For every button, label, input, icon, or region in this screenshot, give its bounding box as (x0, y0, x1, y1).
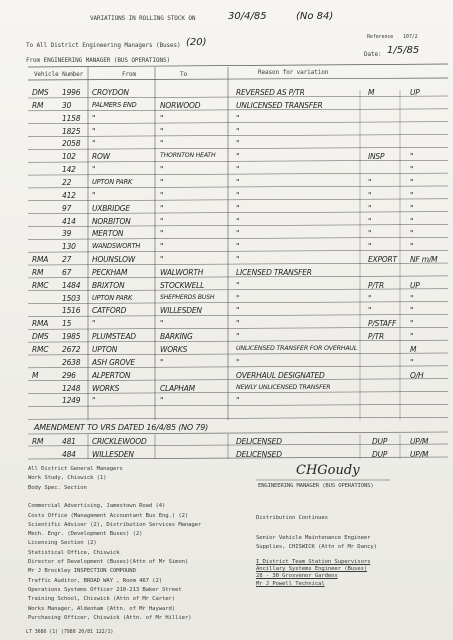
to-garage: " (160, 242, 164, 252)
status-mark: " (410, 152, 414, 162)
status-mark: " (410, 177, 414, 187)
col-from: From (122, 71, 137, 78)
distribution-item: Work Study, Chiswick (1) (28, 475, 107, 482)
vehicle-class: DMS (32, 88, 49, 97)
row-rule (28, 417, 448, 419)
from-line: From ENGINEERING MANAGER (BUS OPERATIONS) (26, 57, 171, 64)
reason: REVERSED AS P/TR (236, 88, 305, 97)
to-garage: BARKING (160, 332, 193, 342)
reason: LICENSED TRANSFER (236, 267, 312, 277)
distribution-item: Scientific Adviser (2), Distribution Services Manager (28, 521, 202, 528)
distribution-item: Commercial Advertising, Jamestown Road (4) (28, 503, 166, 510)
status-mark: UP (410, 88, 420, 97)
distribution-item: Works Manager, Aldenham (Attn. of Mr Hayward) (28, 605, 176, 612)
vehicle-number: 412 (62, 190, 76, 200)
status-mark: " (410, 357, 414, 367)
col-vehicle: Vehicle Number (34, 71, 84, 78)
from-garage: " (92, 396, 96, 406)
distribution-item: Body Spec. Section (28, 484, 87, 491)
distribution-item: Traffic Auditor, BROAD WAY , Room 467 (2) (28, 577, 162, 584)
distribution-item: I District Team Station Supervisors (256, 559, 371, 565)
extra-note: P/TR (368, 280, 385, 290)
from-garage: WILLESDEN (92, 450, 134, 459)
reason: " (236, 113, 240, 123)
vehicle-number: 39 (62, 229, 72, 239)
vehicle-number: 22 (62, 177, 72, 187)
to-garage: THORNTON HEATH (160, 152, 216, 160)
from-garage: MERTON (92, 229, 124, 239)
reason: " (236, 319, 240, 329)
vehicle-class: DMS (32, 332, 49, 342)
from-garage: ASH GROVE (92, 357, 135, 367)
reason: " (236, 255, 240, 265)
distribution-item: Costs Office (Management Accountant Bus Eng.) (2) (28, 512, 189, 519)
form-footer: LT 3686 (1) (7980 20/81 122/1) (26, 629, 114, 635)
vehicle-number: 97 (62, 203, 72, 213)
status-mark: " (410, 242, 414, 252)
from-garage: UPTON PARK (92, 177, 133, 186)
reason: " (236, 152, 240, 162)
title-date: 30/4/85 (228, 11, 267, 22)
from-garage: " (92, 113, 96, 123)
from-garage: CROYDON (92, 88, 129, 97)
vehicle-number: 1503 (62, 293, 81, 303)
vehicle-number: 1249 (62, 396, 81, 406)
vehicle-class: M (32, 370, 39, 380)
from-garage: HOUNSLOW (92, 255, 136, 265)
distribution-item: Senior Vehicle Maintenance Engineer (256, 535, 371, 541)
status-mark: M (410, 345, 417, 354)
vehicle-class: RM (32, 100, 44, 110)
extra-note: P/TR (368, 332, 385, 342)
vehicle-number: 1248 (62, 383, 81, 393)
reason: UNLICENSED TRANSFER (236, 100, 323, 110)
status-mark: " (410, 203, 414, 213)
extra-note: DUP (372, 437, 388, 446)
header-rule-top (28, 64, 448, 67)
from-garage: WANDSWORTH (92, 242, 141, 251)
from-garage: " (92, 319, 96, 329)
extra-note: " (368, 293, 372, 303)
row-rule (28, 392, 448, 394)
from-garage: " (92, 139, 96, 149)
reference-value: 107/2 (403, 34, 418, 40)
vehicle-number: 102 (62, 152, 76, 162)
reason: " (236, 357, 240, 367)
to-garage: STOCKWELL (160, 280, 205, 290)
reason: " (236, 293, 240, 303)
from-garage: WORKS (92, 383, 120, 393)
distribution-item: Mr J Brockley INSPECTION COMPOUND (28, 568, 136, 575)
vehicle-number: 414 (62, 216, 76, 226)
extra-note: EXPORT (368, 255, 397, 265)
reason: " (236, 229, 240, 239)
distribution-item: Training School, Chiswick (Attn of Mr Carter) (28, 596, 176, 603)
from-garage: PECKHAM (92, 267, 128, 277)
vehicle-class: RM (32, 437, 44, 446)
extra-note: " (368, 306, 372, 316)
vehicle-number: 1825 (62, 126, 81, 136)
extra-note: DUP (372, 450, 388, 459)
vehicle-class: RMA (32, 255, 49, 265)
vehicle-number: 1985 (62, 332, 81, 342)
reason: DELICENSED (236, 437, 282, 446)
reason: " (236, 242, 240, 252)
from-garage: UPTON (92, 345, 118, 354)
reason: " (236, 203, 240, 213)
to-garage: " (160, 357, 164, 367)
extra-note: " (368, 216, 372, 226)
to-garage: WILLESDEN (160, 306, 202, 316)
to-garage: " (160, 229, 164, 239)
vehicle-class: RMA (32, 319, 49, 329)
distribution-item: Mech. Engr. (Development Buses) (2) (28, 531, 143, 538)
to-garage: " (160, 165, 164, 175)
status-mark: UP/M (410, 437, 429, 446)
reason: NEWLY UNLICENSED TRANSFER (236, 383, 331, 391)
status-mark: " (410, 216, 414, 226)
vehicle-number: 2058 (62, 139, 81, 149)
to-garage: " (160, 190, 164, 200)
status-mark: UP/M (410, 450, 429, 459)
date-value: 1/5/85 (387, 45, 420, 56)
distribution-item: Operations Systems Officer 210-213 Baker Street (28, 586, 182, 593)
to-garage: NORWOOD (160, 100, 201, 110)
reason: " (236, 280, 240, 290)
reason: " (236, 396, 240, 406)
to-garage: " (160, 255, 164, 265)
from-garage: " (92, 126, 96, 136)
status-mark: O/H (410, 370, 424, 380)
distribution-item: Licensing Section (2) (28, 540, 97, 547)
vehicle-number: 296 (62, 370, 76, 380)
col-reason: Reason for variation (258, 69, 329, 76)
vehicle-number: 1484 (62, 280, 81, 290)
reason: " (236, 190, 240, 200)
extra-note: " (368, 203, 372, 213)
to-garage: " (160, 177, 164, 187)
status-mark: NF m/M (410, 255, 438, 265)
to-garage: WALWORTH (160, 267, 204, 277)
to-garage: " (160, 319, 164, 329)
reason: " (236, 306, 240, 316)
status-mark: " (410, 319, 414, 329)
extra-note: " (368, 229, 372, 239)
vehicle-number: 2672 (62, 345, 81, 354)
reason: OVERHAUL DESIGNATED (236, 370, 325, 380)
header-rule-bottom (28, 78, 448, 80)
title-typed: VARIATIONS IN ROLLING STOCK ON (90, 15, 196, 22)
status-mark: " (410, 306, 414, 316)
reason: DELICENSED (236, 450, 282, 459)
extra-note: " (368, 190, 372, 200)
vehicle-number: 1516 (62, 306, 81, 316)
distribution-item: Mr J Powell Technical (256, 581, 325, 587)
vehicle-number: 1158 (62, 113, 81, 123)
from-garage: CRICKLEWOOD (92, 437, 147, 446)
status-mark: " (410, 293, 414, 303)
signature-title: ENGINEERING MANAGER (BUS OPERATIONS) (258, 483, 374, 489)
from-garage: ROW (92, 152, 110, 162)
vehicle-number: 130 (62, 242, 76, 252)
vehicle-number: 30 (62, 100, 72, 110)
reason: " (236, 216, 240, 226)
vehicle-class: RM (32, 267, 44, 277)
to-garage: SHEPHERDS BUSH (160, 293, 215, 301)
distribution-item: 28 - 30 Grosvenor Gardens (256, 573, 338, 579)
from-garage: NORBITON (92, 216, 131, 226)
row-rule (28, 353, 448, 355)
extra-note: " (368, 177, 372, 187)
vehicle-number: 484 (62, 450, 76, 459)
status-mark: " (410, 332, 414, 342)
reason: " (236, 165, 240, 175)
to-garage: " (160, 216, 164, 226)
extra-note: INSP (368, 152, 385, 162)
from-garage: ALPERTON (92, 370, 131, 380)
from-garage: PLUMSTEAD (92, 332, 136, 342)
from-garage: UPTON PARK (92, 293, 133, 302)
from-garage: CATFORD (92, 306, 127, 316)
status-mark: " (410, 229, 414, 239)
distribution-item: All District General Managers (28, 466, 123, 472)
to-garage: " (160, 203, 164, 213)
signature: CHGoudy (296, 463, 360, 478)
reason: UNLICENSED TRANSFER FOR OVERHAUL (236, 345, 358, 352)
vehicle-number: 27 (62, 255, 72, 265)
extra-note: P/STAFF (368, 319, 397, 329)
to-garage: " (160, 396, 164, 406)
vehicle-number: 481 (62, 437, 76, 446)
to-garage: " (160, 113, 164, 123)
to-garage: " (160, 139, 164, 149)
amend-rule (28, 432, 448, 434)
vehicle-class: RMC (32, 345, 49, 354)
from-garage: PALMERS END (92, 100, 137, 109)
reference-label: Reference (367, 34, 394, 40)
date-label: Date: (364, 51, 382, 58)
reason: " (236, 126, 240, 136)
col-to: To (180, 71, 188, 78)
reason: " (236, 177, 240, 187)
vehicle-number: 1996 (62, 88, 81, 97)
reason: " (236, 332, 240, 342)
vehicle-number: 15 (62, 319, 72, 329)
to-line: To All District Engineering Managers (Buses) (26, 42, 181, 49)
extra-note: " (368, 242, 372, 252)
from-garage: UXBRIDGE (92, 203, 130, 213)
from-garage: BRIXTON (92, 280, 125, 290)
distribution-item: Director of Development (Buses)(Attn of Mr Simon) (28, 559, 189, 565)
from-garage: " (92, 190, 96, 200)
vehicle-number: 142 (62, 165, 76, 175)
distribution-item: Ancillary Systems Engineer (Buses) (256, 566, 368, 572)
status-mark: " (410, 190, 414, 200)
status-mark: " (410, 165, 414, 175)
extra-note: M (368, 88, 375, 97)
to-garage: " (160, 126, 164, 136)
reason: " (236, 139, 240, 149)
amendment-line: AMENDMENT TO VRS DATED 16/4/85 (NO 79) (34, 423, 209, 432)
title-ref: (No 84) (296, 11, 334, 22)
to-garage: CLAPHAM (160, 383, 195, 393)
distribution-item: Distribution Continues (256, 515, 328, 521)
to-count: (20) (186, 37, 207, 48)
distribution-item: Statistical Office, Chiswick (28, 549, 120, 556)
vehicle-number: 67 (62, 267, 72, 277)
vehicle-number: 2638 (62, 357, 81, 367)
distribution-item: Purchasing Officer, Chiswick (Attn. of Mr Hillier) (28, 614, 192, 621)
vehicle-class: RMC (32, 280, 49, 290)
distribution-item: Supplies, CHISWICK (Attn of Mr Dancy) (256, 544, 377, 550)
status-mark: UP (410, 280, 420, 290)
from-garage: " (92, 165, 96, 175)
to-garage: WORKS (160, 345, 188, 354)
